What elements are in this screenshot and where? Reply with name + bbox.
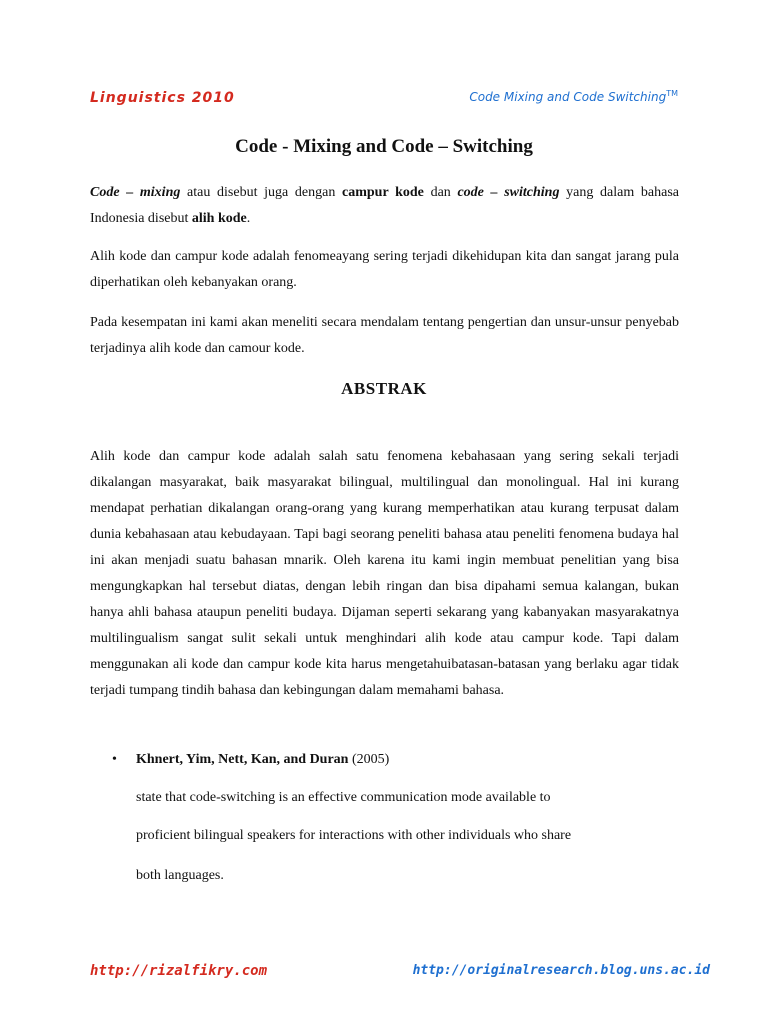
quote-line-3: both languages. bbox=[136, 868, 224, 883]
intro-text-1: atau disebut juga dengan bbox=[180, 185, 343, 200]
term-code-mixing: Code – mixing bbox=[90, 185, 181, 200]
paragraph-2: Alih kode dan campur kode adalah fenomeayang sering terjadi dikehidupan kita dan sangat jarang pula diperhatikan oleh kebanyakan orang. bbox=[90, 249, 679, 290]
term-campur-kode: campur kode bbox=[342, 185, 424, 200]
abstract-heading: ABSTRAK bbox=[341, 379, 427, 398]
header-right-text: Code Mixing and Code Switching bbox=[469, 90, 667, 104]
term-alih-kode: alih kode bbox=[191, 211, 247, 226]
trademark-mark: TM bbox=[666, 89, 678, 98]
paragraph-3: Pada kesempatan ini kami akan meneliti secara mendalam tentang pengertian dan unsur-unsur penyebab terjadinya alih kode dan camour kode. bbox=[90, 315, 679, 356]
citation-year: (2005) bbox=[348, 752, 390, 767]
footer-link-right[interactable]: http://originalresearch.blog.uns.ac.id bbox=[412, 963, 710, 978]
quote-line-2: proficient bilingual speakers for interactions with other individuals who share bbox=[136, 828, 572, 843]
intro-text-3: yang dalam bahasa Indonesia disebut bbox=[90, 185, 679, 226]
abstract-body: Alih kode dan campur kode adalah salah satu fenomena kebahasaan yang sering sekali terjadi dikalangan masyarakat, baik masyarakat bilingual, multilingual dan monolingual. Hal ini kurang mendapat perhatian dikalangan orang-orang yang kurang memperhatikan atau kurang terpusat dalam dunia kebahasaan atau kebudayaan. Tapi bagi seorang peneliti bahasa atau peneliti fenomena budaya hal ini akan menjadi suatu bahasan mnarik. Oleh karena itu kami ingin membuat penelitian yang bisa mengungkapkan hal tersebut diatas, dengan lebih ringan dan bisa dipahami semua kalangan, bukan hanya ahli bahasa ataupun peneliti budaya. Dijaman seperti sekarang yang kabanyakan masyarakatnya multilingualism sangat sulit sekali untuk menghindari alih kode atau campur kode. Tapi dalam menggunakan ali kode dan campur kode kita harus mengetahuibatasan-batasan yang berlaku agar tidak terjadi tumpang tindih bahasa dan kebingungan dalam memahami bahasa. bbox=[90, 449, 679, 698]
citation-authors: Khnert, Yim, Nett, Kan, and Duran bbox=[136, 752, 349, 767]
footer-link-left[interactable]: http://rizalfikry.com bbox=[90, 963, 268, 979]
quote-line-1: state that code-switching is an effective communication mode available to bbox=[136, 790, 551, 805]
term-code-switching: code – switching bbox=[457, 185, 560, 200]
intro-paragraph bbox=[90, 180, 679, 232]
bullet-icon: • bbox=[112, 752, 117, 767]
header-right-title bbox=[469, 89, 678, 104]
header-left-title: Linguistics 2010 bbox=[90, 90, 235, 106]
intro-text-4: . bbox=[246, 211, 251, 226]
intro-text-2: dan bbox=[423, 185, 458, 200]
citation-text bbox=[136, 749, 389, 771]
document-title: Code - Mixing and Code – Switching bbox=[235, 136, 533, 157]
